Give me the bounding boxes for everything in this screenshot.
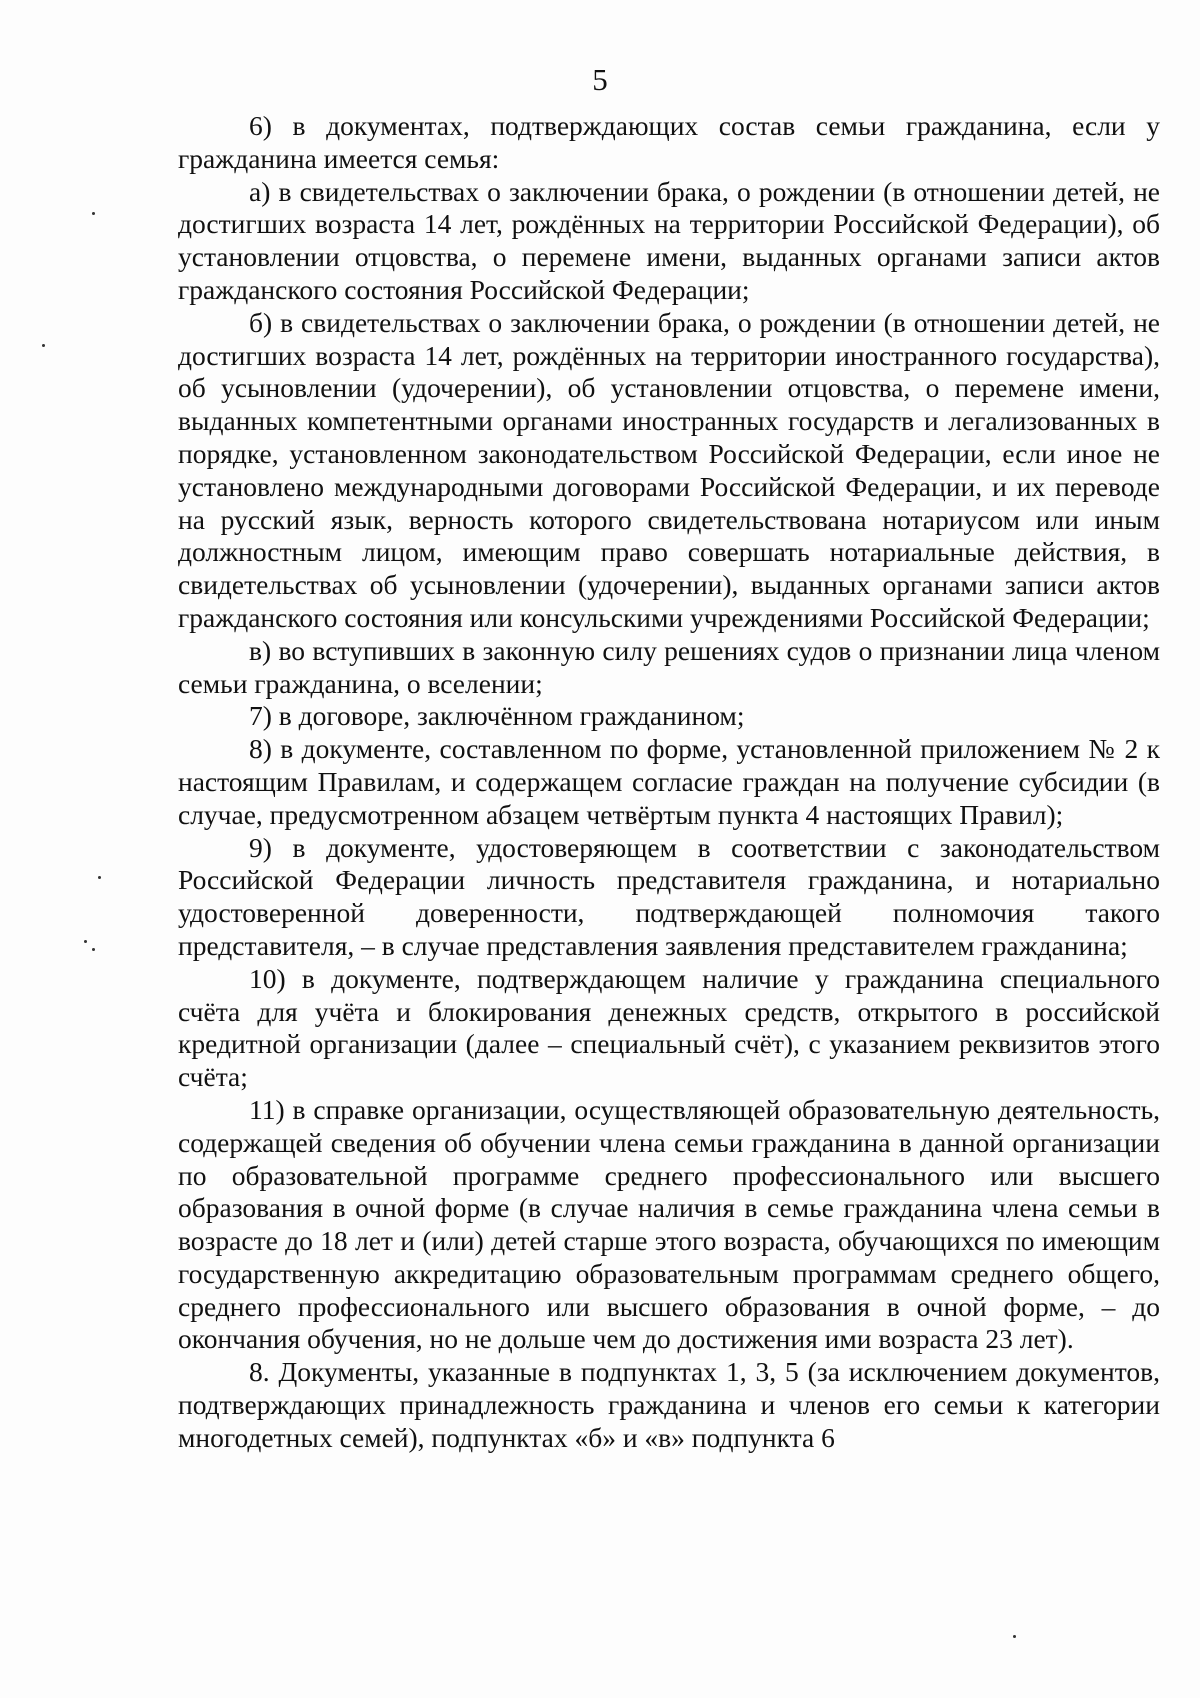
paragraph-10: 10) в документе, подтверждающем наличие у гражданина специального счёта для учёта и блокирования денежных средств, открытого в российской кредитной организации (далее – специальный счёт), с указанием реквизитов этого счёта;: [178, 962, 1160, 1093]
scan-speck: [92, 948, 95, 951]
scan-speck: [98, 876, 101, 879]
paragraph-6b: б) в свидетельствах о заключении брака, о рождении (в отношении детей, не достигших возраста 14 лет, рождённых на территории иностранного государства), об усыновлении (удочерении), об установлении отцовства, о перемене имени, выданных компетентными органами иностранных государств и легализованных в порядке, установленном законодательством Российской Федерации, если иное не установлено международными договорами Российской Федерации, и их переводе на русский язык, верность которого свидетельствована нотариусом или иным должностным лицом, имеющим право совершать нотариальные действия, в свидетельствах об усыновлении (удочерении), выданных органами записи актов гражданского состояния или консульскими учреждениями Российской Федерации;: [178, 306, 1160, 633]
paragraph-6: 6) в документах, подтверждающих состав семьи гражданина, если у гражданина имеется семья:: [178, 110, 1160, 174]
paragraph-11: 11) в справке организации, осуществляющей образовательную деятельность, содержащей сведения об обучении члена семьи гражданина в данной организации по образовательной программе среднего профессионального или высшего образования в очной форме (в случае наличия в семье гражданина члена семьи в возрасте до 18 лет и (или) детей старше этого возраста, обучающихся по имеющим государственную аккредитацию образовательным программам среднего общего, среднего профессионального или высшего образования в очной форме, – до окончания обучения, но не дольше чем до достижения ими возраста 23 лет).: [178, 1093, 1160, 1355]
paragraph-item-8: 8. Документы, указанные в подпунктах 1, 3, 5 (за исключением документов, подтверждающих принадлежность гражданина и членов его семьи к категории многодетных семей), подпунктах «б» и «в» подпункта 6: [178, 1356, 1160, 1453]
page-number: 5: [592, 62, 608, 97]
paragraph-6v: в) во вступивших в законную силу решениях судов о признании лица членом семьи гражданина, о вселении;: [178, 634, 1160, 699]
paragraph-8: 8) в документе, составленном по форме, установленной приложением № 2 к настоящим Правилам, и содержащем согласие граждан на получение субсидии (в случае, предусмотренном абзацем четвёртым пункта 4 настоящих Правил);: [178, 733, 1160, 830]
paragraph-6a: а) в свидетельствах о заключении брака, о рождении (в отношении детей, не достигших возраста 14 лет, рождённых на территории Российской Федерации), об установлении отцовства, о перемене имени, выданных органами записи актов гражданского состояния Российской Федерации;: [178, 175, 1160, 305]
scan-speck: [1013, 1635, 1016, 1638]
scan-speck: [42, 344, 45, 347]
scan-speck: [84, 940, 87, 943]
document-body: [178, 110, 1160, 1455]
scan-speck: [92, 212, 95, 215]
paragraph-9: 9) в документе, удостоверяющем в соответствии с законодательством Российской Федерации личность представителя гражданина, и нотариально удостоверенной доверенности, подтверждающей полномочия такого представителя, – в случае представления заявления представителем гражданина;: [178, 831, 1160, 961]
paragraph-7: 7) в договоре, заключённом гражданином;: [249, 700, 745, 732]
